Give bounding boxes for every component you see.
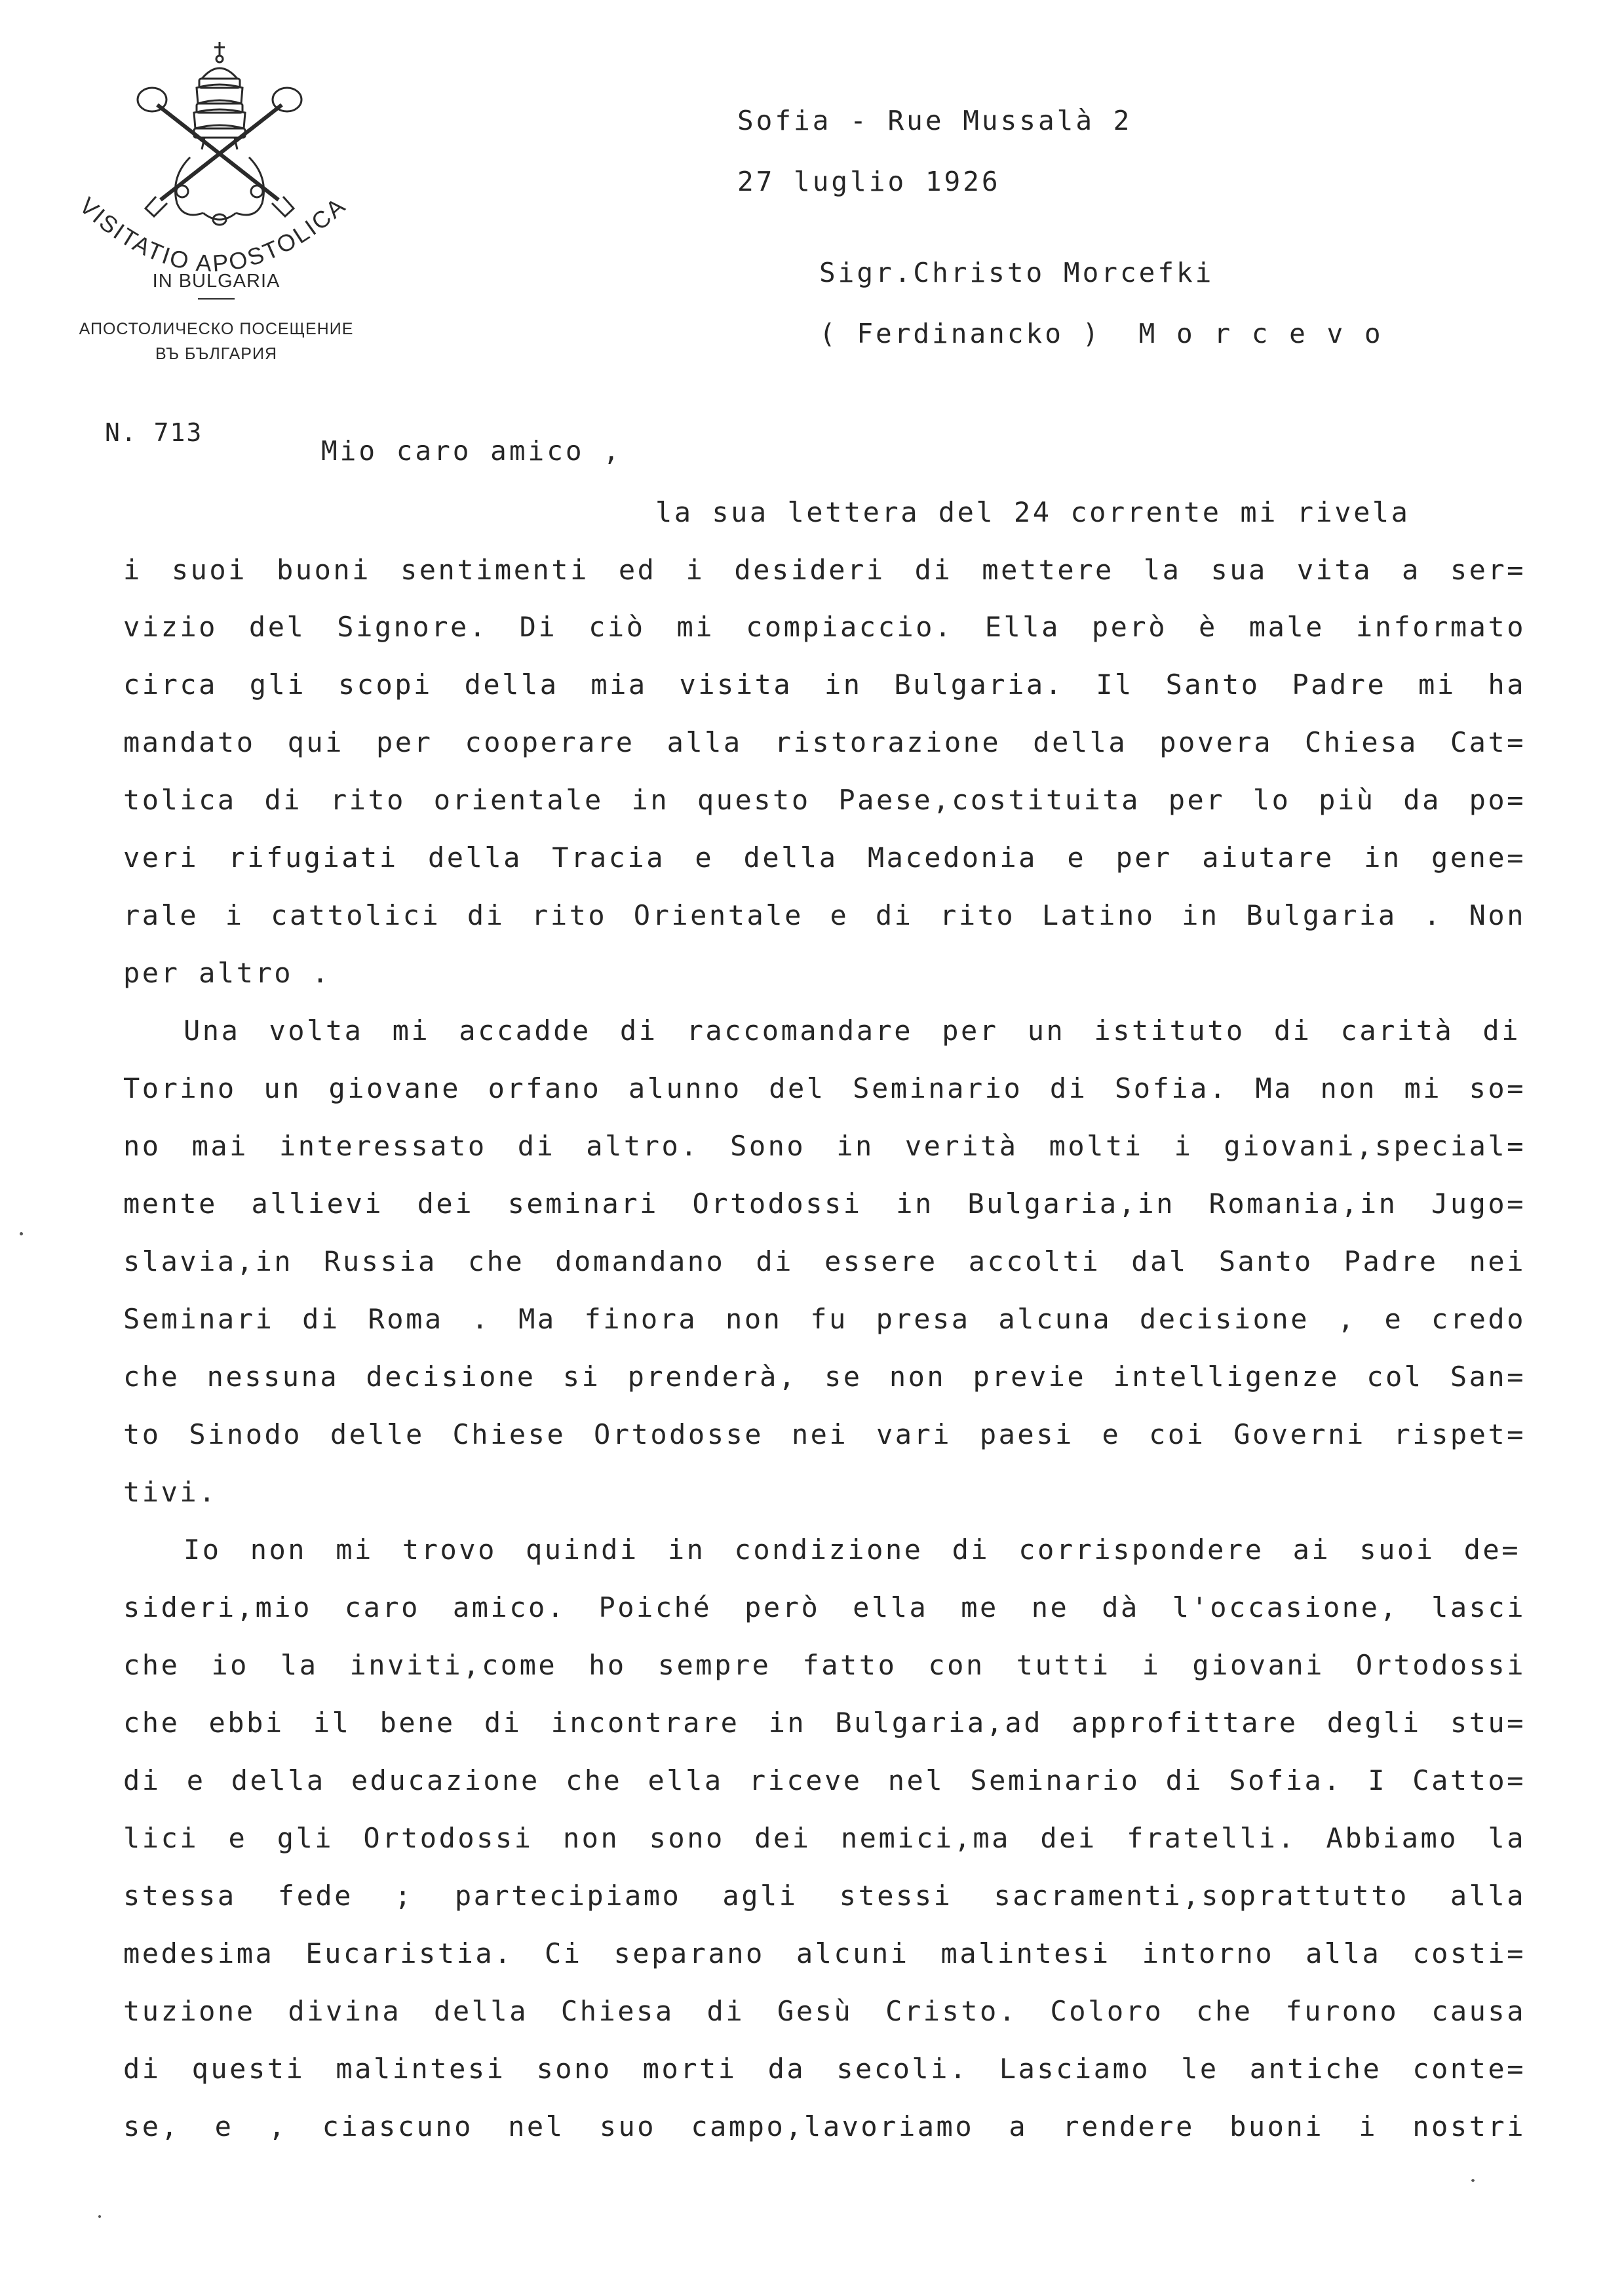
arc-text: VISITATIO APOSTOLICA (74, 191, 352, 277)
recipient-location: ( Ferdinancko ) M o r c e v o (819, 318, 1383, 349)
body-line: slavia,in Russia che domandano di essere accolti dal Santo Padre nei (123, 1245, 1526, 1277)
body-line: i suoi buoni sentimenti ed i desideri di mettere la sua vita a ser= (123, 554, 1526, 586)
body-line: per altro . (123, 957, 331, 989)
reference-number: N. 713 (105, 418, 203, 447)
body-line: che ebbi il bene di incontrare in Bulgaria,ad approfittare degli stu= (123, 1707, 1526, 1739)
body-line: di e della educazione che ella riceve nel Seminario di Sofia. I Catto= (123, 1764, 1526, 1796)
letterhead (46, 39, 387, 393)
body-line: mandato qui per cooperare alla ristorazione della povera Chiesa Cat= (123, 726, 1526, 758)
body-line: tuzione divina della Chiesa di Gesù Cristo. Coloro che furono causa (123, 1995, 1526, 2027)
body-line: Seminari di Roma . Ma finora non fu presa alcuna decisione , e credo (123, 1303, 1526, 1335)
body-line: tivi. (123, 1476, 218, 1508)
body-line: Torino un giovane orfano alunno del Seminario di Sofia. Ma non mi so= (123, 1072, 1526, 1104)
body-line: Io non mi trovo quindi in condizione di corrispondere ai suoi de= (184, 1534, 1520, 1566)
body-line: rale i cattolici di rito Orientale e di rito Latino in Bulgaria . Non (123, 899, 1526, 931)
letter-date: 27 luglio 1926 (737, 166, 1001, 197)
scan-speck (1471, 2179, 1475, 2182)
letterhead-divider (198, 298, 235, 300)
salutation: Mio caro amico , (321, 435, 622, 467)
body-line: di questi malintesi sono morti da secoli. Lasciamo le antiche conte= (123, 2053, 1526, 2085)
body-line: tolica di rito orientale in questo Paese,costituita per lo più da po= (123, 784, 1526, 816)
sender-address: Sofia - Rue Mussalà 2 (737, 105, 1132, 136)
body-line: Una volta mi accadde di raccomandare per un istituto di carità di (184, 1015, 1520, 1047)
letterhead-subtitle: IN BULGARIA (152, 271, 280, 292)
body-line: lici e gli Ortodossi non sono dei nemici,ma dei fratelli. Abbiamo la (123, 1822, 1526, 1854)
body-line: to Sinodo delle Chiese Ortodosse nei vari paesi e coi Governi rispet= (123, 1418, 1526, 1450)
scan-speck (20, 1232, 23, 1235)
svg-text:VISITATIO APOSTOLICA (74, 191, 351, 277)
scan-speck (98, 2215, 101, 2218)
body-line: veri rifugiati della Tracia e della Macedonia e per aiutare in gene= (123, 842, 1526, 874)
body-line: se, e , ciascuno nel suo campo,lavoriamo a rendere buoni i nostri (123, 2110, 1526, 2142)
body-line: sideri,mio caro amico. Poiché però ella me ne dà l'occasione, lasci (123, 1591, 1526, 1623)
letterhead-cyrillic-line-2: ВЪ БЪЛГАРИЯ (155, 345, 277, 363)
body-line: medesima Eucaristia. Ci separano alcuni malintesi intorno alla costi= (123, 1937, 1526, 1969)
letterhead-cyrillic-line-1: АПОСТОЛИЧЕСКО ПОСЕЩЕНИЕ (79, 320, 354, 338)
body-line: circa gli scopi della mia visita in Bulgaria. Il Santo Padre mi ha (123, 668, 1526, 701)
letterhead-arc-title (46, 190, 387, 315)
body-line: che io la inviti,come ho sempre fatto con tutti i giovani Ortodossi (123, 1649, 1526, 1681)
recipient-name: Sigr.Christo Morcefki (819, 257, 1214, 288)
body-line: no mai interessato di altro. Sono in verità molti i giovani,special= (123, 1130, 1526, 1162)
body-line: la sua lettera del 24 corrente mi rivela (655, 496, 1410, 528)
body-line: mente allievi dei seminari Ortodossi in Bulgaria,in Romania,in Jugo= (123, 1188, 1526, 1220)
body-line: stessa fede ; partecipiamo agli stessi sacramenti,soprattutto alla (123, 1880, 1526, 1912)
body-line: vizio del Signore. Di ciò mi compiaccio. Ella però è male informato (123, 611, 1526, 643)
body-line: che nessuna decisione si prenderà, se non previe intelligenze col San= (123, 1361, 1526, 1393)
